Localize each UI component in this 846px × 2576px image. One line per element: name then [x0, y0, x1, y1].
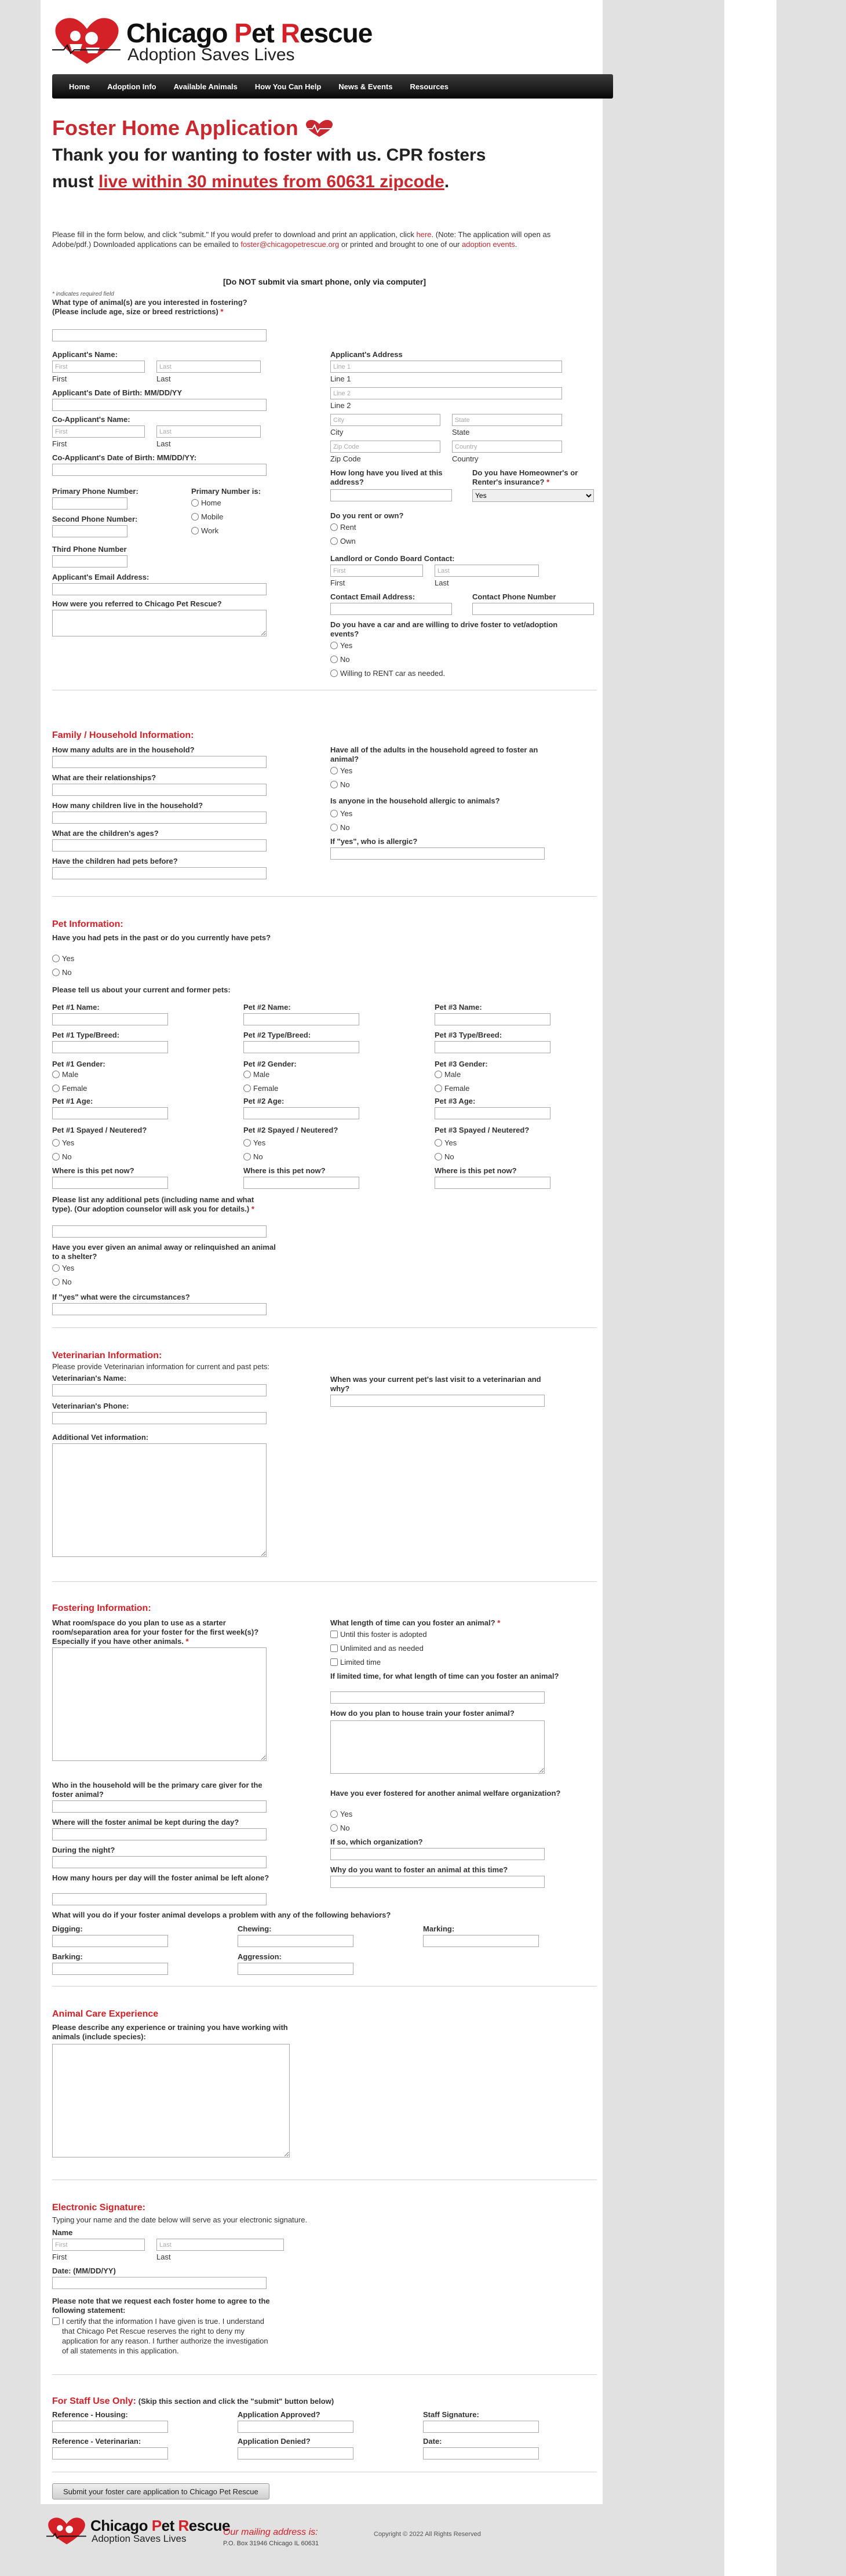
length-label: What length of time can you foster an animal? *: [330, 1618, 501, 1627]
first-caption: First: [330, 578, 345, 587]
smartphone-notice: [Do NOT submit via smart phone, only via computer]: [223, 277, 426, 286]
had-pets-label: Have you had pets in the past or do you currently have pets?: [52, 933, 271, 942]
app-approved-input[interactable]: [238, 2421, 353, 2433]
care-experience-label: Please describe any experience or training you have working with animals (include species):: [52, 2023, 288, 2041]
thanks-line-1: Thank you for wanting to foster with us. CPR fosters: [52, 145, 486, 165]
adults-input[interactable]: [52, 756, 267, 768]
additional-pets-input[interactable]: [52, 1225, 267, 1238]
staff-signature-label: Staff Signature:: [423, 2410, 479, 2419]
children-label: How many children live in the household?: [52, 801, 203, 810]
site-footer: [41, 2504, 603, 2576]
pet3-spayed-yes-radio[interactable]: Yes: [435, 1138, 457, 1147]
which-org-input[interactable]: [330, 1848, 545, 1860]
last-caption: Last: [156, 2253, 171, 2261]
pet2-male-radio[interactable]: Male: [243, 1070, 269, 1079]
statement-note: Please note that we request each foster home to agree to the following statement:: [52, 2297, 270, 2315]
how-long-input[interactable]: [330, 489, 452, 501]
agreed-yes-radio[interactable]: Yes: [330, 766, 352, 775]
nav-home[interactable]: Home: [69, 82, 90, 91]
children-ages-input[interactable]: [52, 839, 267, 852]
fostered-yes-radio[interactable]: Yes: [330, 1810, 352, 1818]
vet-phone-input[interactable]: [52, 1412, 267, 1424]
nav-news-events[interactable]: News & Events: [338, 82, 393, 91]
why-foster-label: Why do you want to foster an animal at this time?: [330, 1865, 508, 1874]
vet-section-desc: Please provide Veterinarian information for current and past pets:: [52, 1362, 270, 1371]
ref-vet-label: Reference - Veterinarian:: [52, 2437, 141, 2446]
nav-how-you-can-help[interactable]: How You Can Help: [254, 82, 322, 91]
required-note: * indicates required field: [52, 291, 114, 297]
pet1-spayed-yes-radio[interactable]: Yes: [52, 1138, 74, 1147]
last-visit-label: When was your current pet's last visit to a veterinarian and why?: [330, 1375, 541, 1393]
last-caption: Last: [156, 439, 171, 448]
car-no-radio[interactable]: No: [330, 655, 350, 664]
ref-housing-input[interactable]: [52, 2421, 168, 2433]
pet3-name-label: Pet #3 Name:: [435, 1003, 482, 1012]
second-phone-label: Second Phone Number:: [52, 515, 138, 523]
adoption-events-link[interactable]: adoption events: [462, 240, 515, 249]
third-phone-label: Third Phone Number: [52, 545, 127, 554]
animal-type-label: What type of animal(s) are you interested in fostering? (Please include age, size or breed restrictions) *: [52, 298, 247, 316]
fostered-no-radio[interactable]: No: [330, 1824, 350, 1832]
ref-vet-input[interactable]: [52, 2447, 168, 2459]
pet3-age-label: Pet #3 Age:: [435, 1097, 476, 1105]
had-pets-yes-radio[interactable]: Yes: [52, 954, 74, 963]
co-applicant-name-label: Co-Applicant's Name:: [52, 415, 130, 424]
download-here-link[interactable]: here: [416, 230, 432, 239]
brand-name[interactable]: Chicago Pet Rescue: [126, 18, 373, 48]
tell-about-pets-label: Please tell us about your current and former pets:: [52, 985, 231, 994]
certify-text: I certify that the information I have given is true. I understand that Chicago Pet Rescue reserves the right to deny my application for any reason. I further authorize the investigation of all statements in this application.: [62, 2317, 268, 2355]
animal-type-input[interactable]: [52, 329, 267, 341]
sig-date-label: Date: (MM/DD/YY): [52, 2266, 116, 2275]
allergic-no-radio[interactable]: No: [330, 823, 350, 832]
address-label: Applicant's Address: [330, 350, 403, 359]
sig-first-input[interactable]: [52, 2239, 145, 2251]
pet1-where-input[interactable]: [52, 1177, 168, 1189]
contact-email-input[interactable]: [330, 603, 452, 615]
first-caption: First: [52, 2253, 67, 2261]
limited-time-input[interactable]: [330, 1691, 545, 1704]
divider: [52, 2374, 597, 2375]
given-away-label: Have you ever given an animal away or relinquished an animal to a shelter?: [52, 1243, 276, 1261]
staff-heading: For Staff Use Only: (Skip this section and click the "submit" button below): [52, 2396, 334, 2406]
children-input[interactable]: [52, 812, 267, 824]
own-radio[interactable]: Own: [330, 537, 356, 545]
children-ages-label: What are the children's ages?: [52, 829, 159, 838]
staff-signature-input[interactable]: [423, 2421, 539, 2433]
divider: [52, 896, 597, 897]
signature-section-title: Electronic Signature:: [52, 2203, 145, 2213]
footer-brand-name: Chicago Pet Rescue: [90, 2517, 230, 2534]
applicant-last-input[interactable]: [156, 361, 261, 373]
pet2-spayed-label: Pet #2 Spayed / Neutered?: [243, 1126, 338, 1134]
primary-care-input[interactable]: [52, 1800, 267, 1813]
night-input[interactable]: [52, 1856, 267, 1868]
landlord-first-input[interactable]: [330, 565, 423, 577]
marking-label: Marking:: [423, 1924, 455, 1933]
footer-tagline: Adoption Saves Lives: [92, 2533, 187, 2544]
certify-row: [52, 2316, 272, 2356]
digging-input[interactable]: [52, 1935, 168, 1947]
intro-paragraph: Please fill in the form below, and click "submit." If you would prefer to download and print an application, click here. (Note: The application will open as Adobe/pdf.) Downloaded applications can be emailed to foster@chicagopetrescue.org or printed and brought to one of our adoption events.: [52, 230, 551, 249]
pet3-spayed-no-radio[interactable]: No: [435, 1152, 454, 1161]
pet1-name-input[interactable]: [52, 1013, 168, 1025]
pet2-type-label: Pet #2 Type/Breed:: [243, 1031, 311, 1039]
email-input[interactable]: [52, 583, 267, 595]
site-header: [52, 12, 400, 67]
applicant-dob-input[interactable]: [52, 399, 267, 411]
app-denied-label: Application Denied?: [238, 2437, 311, 2446]
staff-date-label: Date:: [423, 2437, 442, 2446]
circumstances-input[interactable]: [52, 1303, 267, 1315]
zip-input[interactable]: [330, 441, 440, 453]
pet2-spayed-yes-radio[interactable]: Yes: [243, 1138, 265, 1147]
digging-label: Digging:: [52, 1924, 83, 1933]
nav-adoption-info[interactable]: Adoption Info: [107, 82, 156, 91]
length-adopted-checkbox[interactable]: Until this foster is adopted: [330, 1630, 427, 1639]
second-phone-input[interactable]: [52, 525, 127, 537]
additional-vet-label: Additional Vet information:: [52, 1433, 149, 1442]
allergic-yes-radio[interactable]: Yes: [330, 809, 352, 818]
last-caption: Last: [156, 374, 171, 383]
pet1-male-radio[interactable]: Male: [52, 1070, 78, 1079]
care-section-title: Animal Care Experience: [52, 2009, 159, 2019]
thanks-line-2: must live within 30 minutes from 60631 zipcode.: [52, 172, 450, 191]
co-applicant-last-input[interactable]: [156, 425, 261, 438]
pet3-name-input[interactable]: [435, 1013, 550, 1025]
rent-radio[interactable]: Rent: [330, 523, 356, 532]
allergic-label: Is anyone in the household allergic to animals?: [330, 796, 500, 805]
house-train-textarea[interactable]: [330, 1720, 545, 1774]
landlord-label: Landlord or Condo Board Contact:: [330, 554, 455, 563]
pet2-age-label: Pet #2 Age:: [243, 1097, 285, 1105]
room-label: What room/space do you plan to use as a starter room/separation area for your foster for the first week(s)? Especially if you have other animals. *: [52, 1618, 259, 1646]
aggression-label: Aggression:: [238, 1952, 282, 1961]
house-train-label: How do you plan to house train your foster animal?: [330, 1709, 515, 1718]
insurance-label: Do you have Homeowner's or Renter's insurance? *: [472, 468, 578, 486]
footer-brand[interactable]: [46, 2516, 232, 2556]
car-question-label: Do you have a car and are willing to drive foster to vet/adoption events?: [330, 620, 558, 638]
pet1-age-input[interactable]: [52, 1107, 168, 1119]
rent-own-label: Do you rent or own?: [330, 511, 404, 520]
nav-resources[interactable]: Resources: [410, 82, 448, 91]
fostered-before-label: Have you ever fostered for another animal welfare organization?: [330, 1789, 561, 1798]
last-caption: Last: [435, 578, 449, 587]
limited-time-label: If limited time, for what length of time can you foster an animal?: [330, 1672, 559, 1680]
country-caption: Country: [452, 454, 479, 463]
hours-alone-label: How many hours per day will the foster animal be left alone?: [52, 1873, 269, 1882]
divider: [52, 1327, 597, 1328]
address-line2-input[interactable]: [330, 387, 562, 399]
co-applicant-dob-label: Co-Applicant's Date of Birth: MM/DD/YY:: [52, 453, 197, 462]
chewing-input[interactable]: [238, 1935, 353, 1947]
pet3-where-input[interactable]: [435, 1177, 550, 1189]
phone-type-mobile[interactable]: Mobile: [191, 512, 223, 521]
city-input[interactable]: [330, 414, 440, 426]
pet3-type-input[interactable]: [435, 1041, 550, 1053]
chewing-label: Chewing:: [238, 1924, 272, 1933]
kept-day-label: Where will the foster animal be kept during the day?: [52, 1818, 239, 1827]
pet2-gender-label: Pet #2 Gender:: [243, 1060, 297, 1068]
zip-caption: Zip Code: [330, 454, 361, 463]
sig-last-input[interactable]: [156, 2239, 284, 2251]
pet2-age-input[interactable]: [243, 1107, 359, 1119]
address-line1-input[interactable]: [330, 361, 562, 373]
pet3-male-radio[interactable]: Male: [435, 1070, 461, 1079]
referred-label: How were you referred to Chicago Pet Rescue?: [52, 599, 222, 608]
adults-agreed-label: Have all of the adults in the household agreed to foster an animal?: [330, 745, 538, 763]
mailing-address: [223, 2527, 319, 2547]
line2-caption: Line 2: [330, 401, 351, 410]
pet2-where-label: Where is this pet now?: [243, 1166, 326, 1175]
pet1-type-label: Pet #1 Type/Breed:: [52, 1031, 120, 1039]
pet2-type-input[interactable]: [243, 1041, 359, 1053]
additional-vet-textarea[interactable]: [52, 1443, 267, 1557]
additional-pets-label: Please list any additional pets (including name and what type). (Our adoption counselor will ask you for details.) *: [52, 1195, 254, 1213]
which-org-label: If so, which organization?: [330, 1838, 423, 1846]
behaviors-label: What will you do if your foster animal develops a problem with any of the following behaviors?: [52, 1911, 391, 1919]
line1-caption: Line 1: [330, 374, 351, 383]
barking-label: Barking:: [52, 1952, 83, 1961]
family-section-title: Family / Household Information:: [52, 730, 194, 740]
insurance-select[interactable]: [472, 489, 594, 502]
pet3-gender-label: Pet #3 Gender:: [435, 1060, 488, 1068]
city-caption: City: [330, 428, 344, 436]
pet2-name-label: Pet #2 Name:: [243, 1003, 291, 1012]
kept-day-input[interactable]: [52, 1828, 267, 1840]
co-applicant-first-input[interactable]: [52, 425, 145, 438]
pet1-spayed-no-radio[interactable]: No: [52, 1152, 72, 1161]
who-allergic-label: If "yes", who is allergic?: [330, 837, 418, 846]
applicant-name-label: Applicant's Name:: [52, 350, 118, 359]
contact-email-label: Contact Email Address:: [330, 592, 415, 601]
barking-input[interactable]: [52, 1963, 168, 1975]
staff-date-input[interactable]: [423, 2447, 539, 2459]
who-allergic-input[interactable]: [330, 847, 545, 860]
vet-phone-label: Veterinarian's Phone:: [52, 1402, 129, 1410]
length-unlimited-checkbox[interactable]: Unlimited and as needed: [330, 1644, 424, 1653]
how-long-label: How long have you lived at this address?: [330, 468, 443, 486]
relationships-input[interactable]: [52, 784, 267, 796]
right-background-strip: [724, 0, 776, 2576]
sig-name-label: Name: [52, 2228, 73, 2237]
page: [41, 0, 603, 2504]
adults-label: How many adults are in the household?: [52, 745, 195, 754]
submit-button[interactable]: Submit your foster care application to Chicago Pet Rescue: [52, 2483, 269, 2499]
hours-alone-input[interactable]: [52, 1893, 267, 1905]
vet-name-input[interactable]: [52, 1384, 267, 1396]
given-away-no-radio[interactable]: No: [52, 1278, 72, 1286]
mailing-address-text: P.O. Box 31946 Chicago IL 60631: [223, 2540, 319, 2547]
state-input[interactable]: [452, 414, 562, 426]
length-limited-checkbox[interactable]: Limited time: [330, 1658, 381, 1667]
state-caption: State: [452, 428, 470, 436]
nav-available-animals[interactable]: Available Animals: [173, 82, 238, 91]
zipcode-link[interactable]: live within 30 minutes from 60631 zipcode: [99, 172, 444, 191]
fostering-section-title: Fostering Information:: [52, 1603, 151, 1613]
ref-housing-label: Reference - Housing:: [52, 2410, 128, 2419]
pet3-type-label: Pet #3 Type/Breed:: [435, 1031, 502, 1039]
last-visit-input[interactable]: [330, 1395, 545, 1407]
phone-type-home[interactable]: Home: [191, 499, 221, 507]
main-nav: [52, 74, 613, 99]
contact-phone-label: Contact Phone Number: [472, 592, 556, 601]
room-textarea[interactable]: [52, 1647, 267, 1761]
pet1-gender-label: Pet #1 Gender:: [52, 1060, 105, 1068]
pet1-type-input[interactable]: [52, 1041, 168, 1053]
vet-name-label: Veterinarian's Name:: [52, 1374, 127, 1382]
heart-logo-icon[interactable]: [52, 15, 122, 66]
night-label: During the night?: [52, 1846, 115, 1854]
page-title: Foster Home Application: [52, 116, 298, 140]
sig-date-input[interactable]: [52, 2277, 267, 2289]
contact-phone-input[interactable]: [472, 603, 594, 615]
car-rent-radio[interactable]: Willing to RENT car as needed.: [330, 669, 445, 678]
primary-care-label: Who in the household will be the primary care giver for the foster animal?: [52, 1781, 262, 1799]
why-foster-input[interactable]: [330, 1876, 545, 1888]
given-away-yes-radio[interactable]: Yes: [52, 1264, 74, 1272]
had-pets-no-radio[interactable]: No: [52, 968, 72, 977]
pet1-age-label: Pet #1 Age:: [52, 1097, 93, 1105]
pet2-name-input[interactable]: [243, 1013, 359, 1025]
circumstances-label: If "yes" what were the circumstances?: [52, 1293, 190, 1301]
first-caption: First: [52, 374, 67, 383]
pet1-spayed-label: Pet #1 Spayed / Neutered?: [52, 1126, 147, 1134]
footer-heart-logo-icon: [46, 2516, 87, 2546]
pet3-age-input[interactable]: [435, 1107, 550, 1119]
primary-phone-label: Primary Phone Number:: [52, 487, 138, 496]
pets-section-title: Pet Information:: [52, 919, 123, 929]
pet2-female-radio[interactable]: Female: [243, 1084, 278, 1093]
certify-checkbox[interactable]: [52, 2317, 60, 2325]
agreed-no-radio[interactable]: No: [330, 780, 350, 789]
care-experience-textarea[interactable]: [52, 2044, 290, 2157]
children-pets-label: Have the children had pets before?: [52, 857, 178, 865]
applicant-first-input[interactable]: [52, 361, 145, 373]
phone-type-work[interactable]: Work: [191, 526, 218, 535]
pet1-name-label: Pet #1 Name:: [52, 1003, 100, 1012]
pet1-female-radio[interactable]: Female: [52, 1084, 87, 1093]
pet2-where-input[interactable]: [243, 1177, 359, 1189]
applicant-dob-label: Applicant's Date of Birth: MM/DD/YY: [52, 388, 183, 397]
co-applicant-dob-input[interactable]: [52, 464, 267, 476]
signature-desc: Typing your name and the date below will serve as your electronic signature.: [52, 2215, 308, 2224]
app-approved-label: Application Approved?: [238, 2410, 320, 2419]
aggression-input[interactable]: [238, 1963, 353, 1975]
first-caption: First: [52, 439, 67, 448]
pet3-spayed-label: Pet #3 Spayed / Neutered?: [435, 1126, 530, 1134]
heartbeat-heart-icon: [302, 118, 337, 138]
app-denied-input[interactable]: [238, 2447, 353, 2459]
vet-section-title: Veterinarian Information:: [52, 1351, 162, 1360]
pet1-where-label: Where is this pet now?: [52, 1166, 134, 1175]
pet3-female-radio[interactable]: Female: [435, 1084, 469, 1093]
primary-number-is-label: Primary Number is:: [191, 487, 261, 496]
divider: [52, 1581, 597, 1582]
country-input[interactable]: [452, 441, 562, 453]
foster-email-link[interactable]: foster@chicagopetrescue.org: [240, 240, 340, 249]
brand-tagline: Adoption Saves Lives: [127, 45, 295, 64]
relationships-label: What are their relationships?: [52, 773, 156, 782]
primary-phone-input[interactable]: [52, 497, 127, 510]
referred-textarea[interactable]: [52, 610, 267, 636]
mailing-title: Our mailing address is:: [223, 2527, 318, 2537]
copyright: Copyright © 2022 All Rights Reserved: [374, 2531, 481, 2538]
marking-input[interactable]: [423, 1935, 539, 1947]
email-label: Applicant's Email Address:: [52, 573, 149, 581]
pet2-spayed-no-radio[interactable]: No: [243, 1152, 263, 1161]
car-yes-radio[interactable]: Yes: [330, 641, 352, 650]
children-pets-input[interactable]: [52, 867, 267, 879]
landlord-last-input[interactable]: [435, 565, 539, 577]
third-phone-input[interactable]: [52, 555, 127, 567]
pet3-where-label: Where is this pet now?: [435, 1166, 517, 1175]
